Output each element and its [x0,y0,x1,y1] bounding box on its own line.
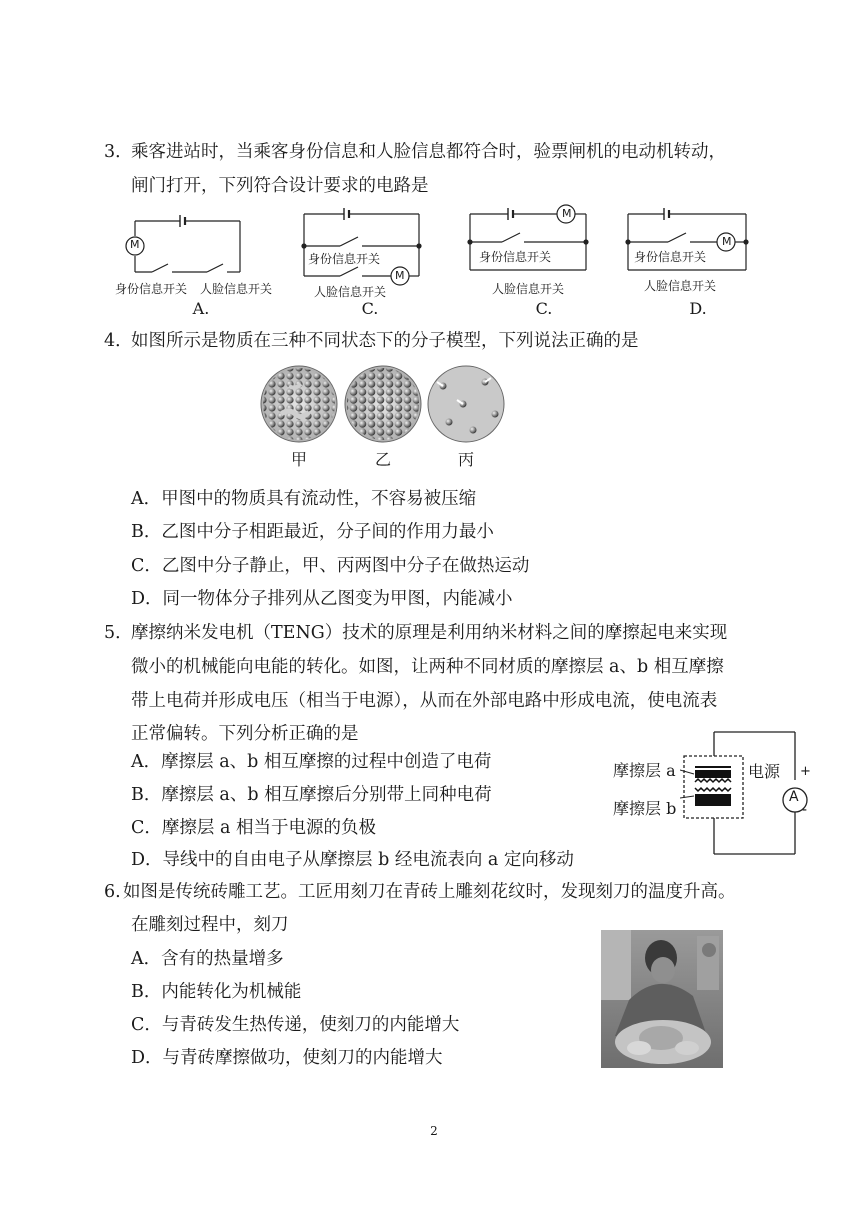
circuit-b-motor-label: M [395,269,405,282]
q4-option-d: D．同一物体分子排列从乙图变为甲图，内能减小 [131,589,513,609]
teng-layer-b-label: 摩擦层 b [613,799,677,818]
q6-stem-line2: 在雕刻过程中，刻刀 [131,915,289,935]
molecule-models-figure [259,364,509,444]
circuit-a-switch1-label: 身份信息开关 [115,282,188,296]
q6-option-a: A．含有的热量增多 [131,949,284,969]
option-c-letter: C. [535,299,553,318]
teng-source-label: 电源 [748,762,781,781]
q3-stem-line2: 闸门打开，下列符合设计要求的电路是 [131,176,429,196]
q5-option-b: B．摩擦层 a、b 相互摩擦后分别带上同种电荷 [131,785,492,805]
q6-option-c: C．与青砖发生热传递，使刻刀的内能增大 [131,1015,460,1035]
q4-number: 4． [104,331,133,351]
circuit-diagram-b [296,204,431,294]
q6-number: 6. [104,882,121,902]
circuit-d-switch2-label: 人脸信息开关 [644,279,717,293]
q3-stem-line1: 乘客进站时，当乘客身份信息和人脸信息都符合时，验票闸机的电动机转动， [131,142,726,162]
circuit-a-motor-label: M [130,238,140,251]
molecule-label-jia: 甲 [290,450,307,469]
circuit-diagram-c [462,204,597,289]
q4-option-b: B．乙图中分子相距最近，分子间的作用力最小 [131,522,494,542]
q5-stem-line1: 摩擦纳米发电机（TENG）技术的原理是利用纳米材料之间的摩擦起电来实现 [131,623,728,643]
q3-number: 3． [104,142,133,162]
ammeter-minus-label: - [802,802,808,818]
q5-option-a: A．摩擦层 a、b 相互摩擦的过程中创造了电荷 [131,752,492,772]
q6-option-b: B．内能转化为机械能 [131,982,302,1002]
circuit-b-switch2-label: 人脸信息开关 [314,285,387,299]
molecule-label-yi: 乙 [374,450,391,469]
ammeter-label: A [789,789,799,805]
q6-stem-line1: 如图是传统砖雕工艺。工匠用刻刀在青砖上雕刻花纹时，发现刻刀的温度升高。 [123,882,736,902]
page-number: 2 [430,1124,438,1138]
q5-stem-line3: 带上电荷并形成电压（相当于电源），从而在外部电路中形成电流，使电流表 [131,691,718,711]
ammeter-plus-label: + [800,764,811,779]
circuit-b-switch1-label: 身份信息开关 [308,252,381,266]
circuit-d-switch1-label: 身份信息开关 [634,250,707,264]
option-d-letter: D. [689,299,707,318]
q5-number: 5． [104,623,133,643]
circuit-c-motor-label: M [562,207,572,220]
q4-stem: 如图所示是物质在三种不同状态下的分子模型，下列说法正确的是 [131,331,639,351]
brick-carving-photo [601,930,723,1068]
circuit-c-switch1-label: 身份信息开关 [479,250,552,264]
q5-stem-line2: 微小的机械能向电能的转化。如图，让两种不同材质的摩擦层 a、b 相互摩擦 [131,657,724,677]
q4-option-c: C．乙图中分子静止，甲、丙两图中分子在做热运动 [131,556,530,576]
option-a-letter: A. [192,299,210,318]
q6-option-d: D．与青砖摩擦做功，使刻刀的内能增大 [131,1048,443,1068]
circuit-c-switch2-label: 人脸信息开关 [492,282,565,296]
circuit-a-switch2-label: 人脸信息开关 [200,282,273,296]
molecule-label-bing: 丙 [457,450,474,469]
q5-option-d: D．导线中的自由电子从摩擦层 b 经电流表向 a 定向移动 [131,850,574,870]
q4-option-a: A．甲图中的物质具有流动性，不容易被压缩 [131,489,477,509]
teng-layer-a-label: 摩擦层 a [613,761,676,780]
option-b-letter: C. [361,299,379,318]
q5-stem-line4: 正常偏转。下列分析正确的是 [131,724,359,744]
q5-option-c: C．摩擦层 a 相当于电源的负极 [131,818,376,838]
circuit-d-motor-label: M [722,235,732,248]
